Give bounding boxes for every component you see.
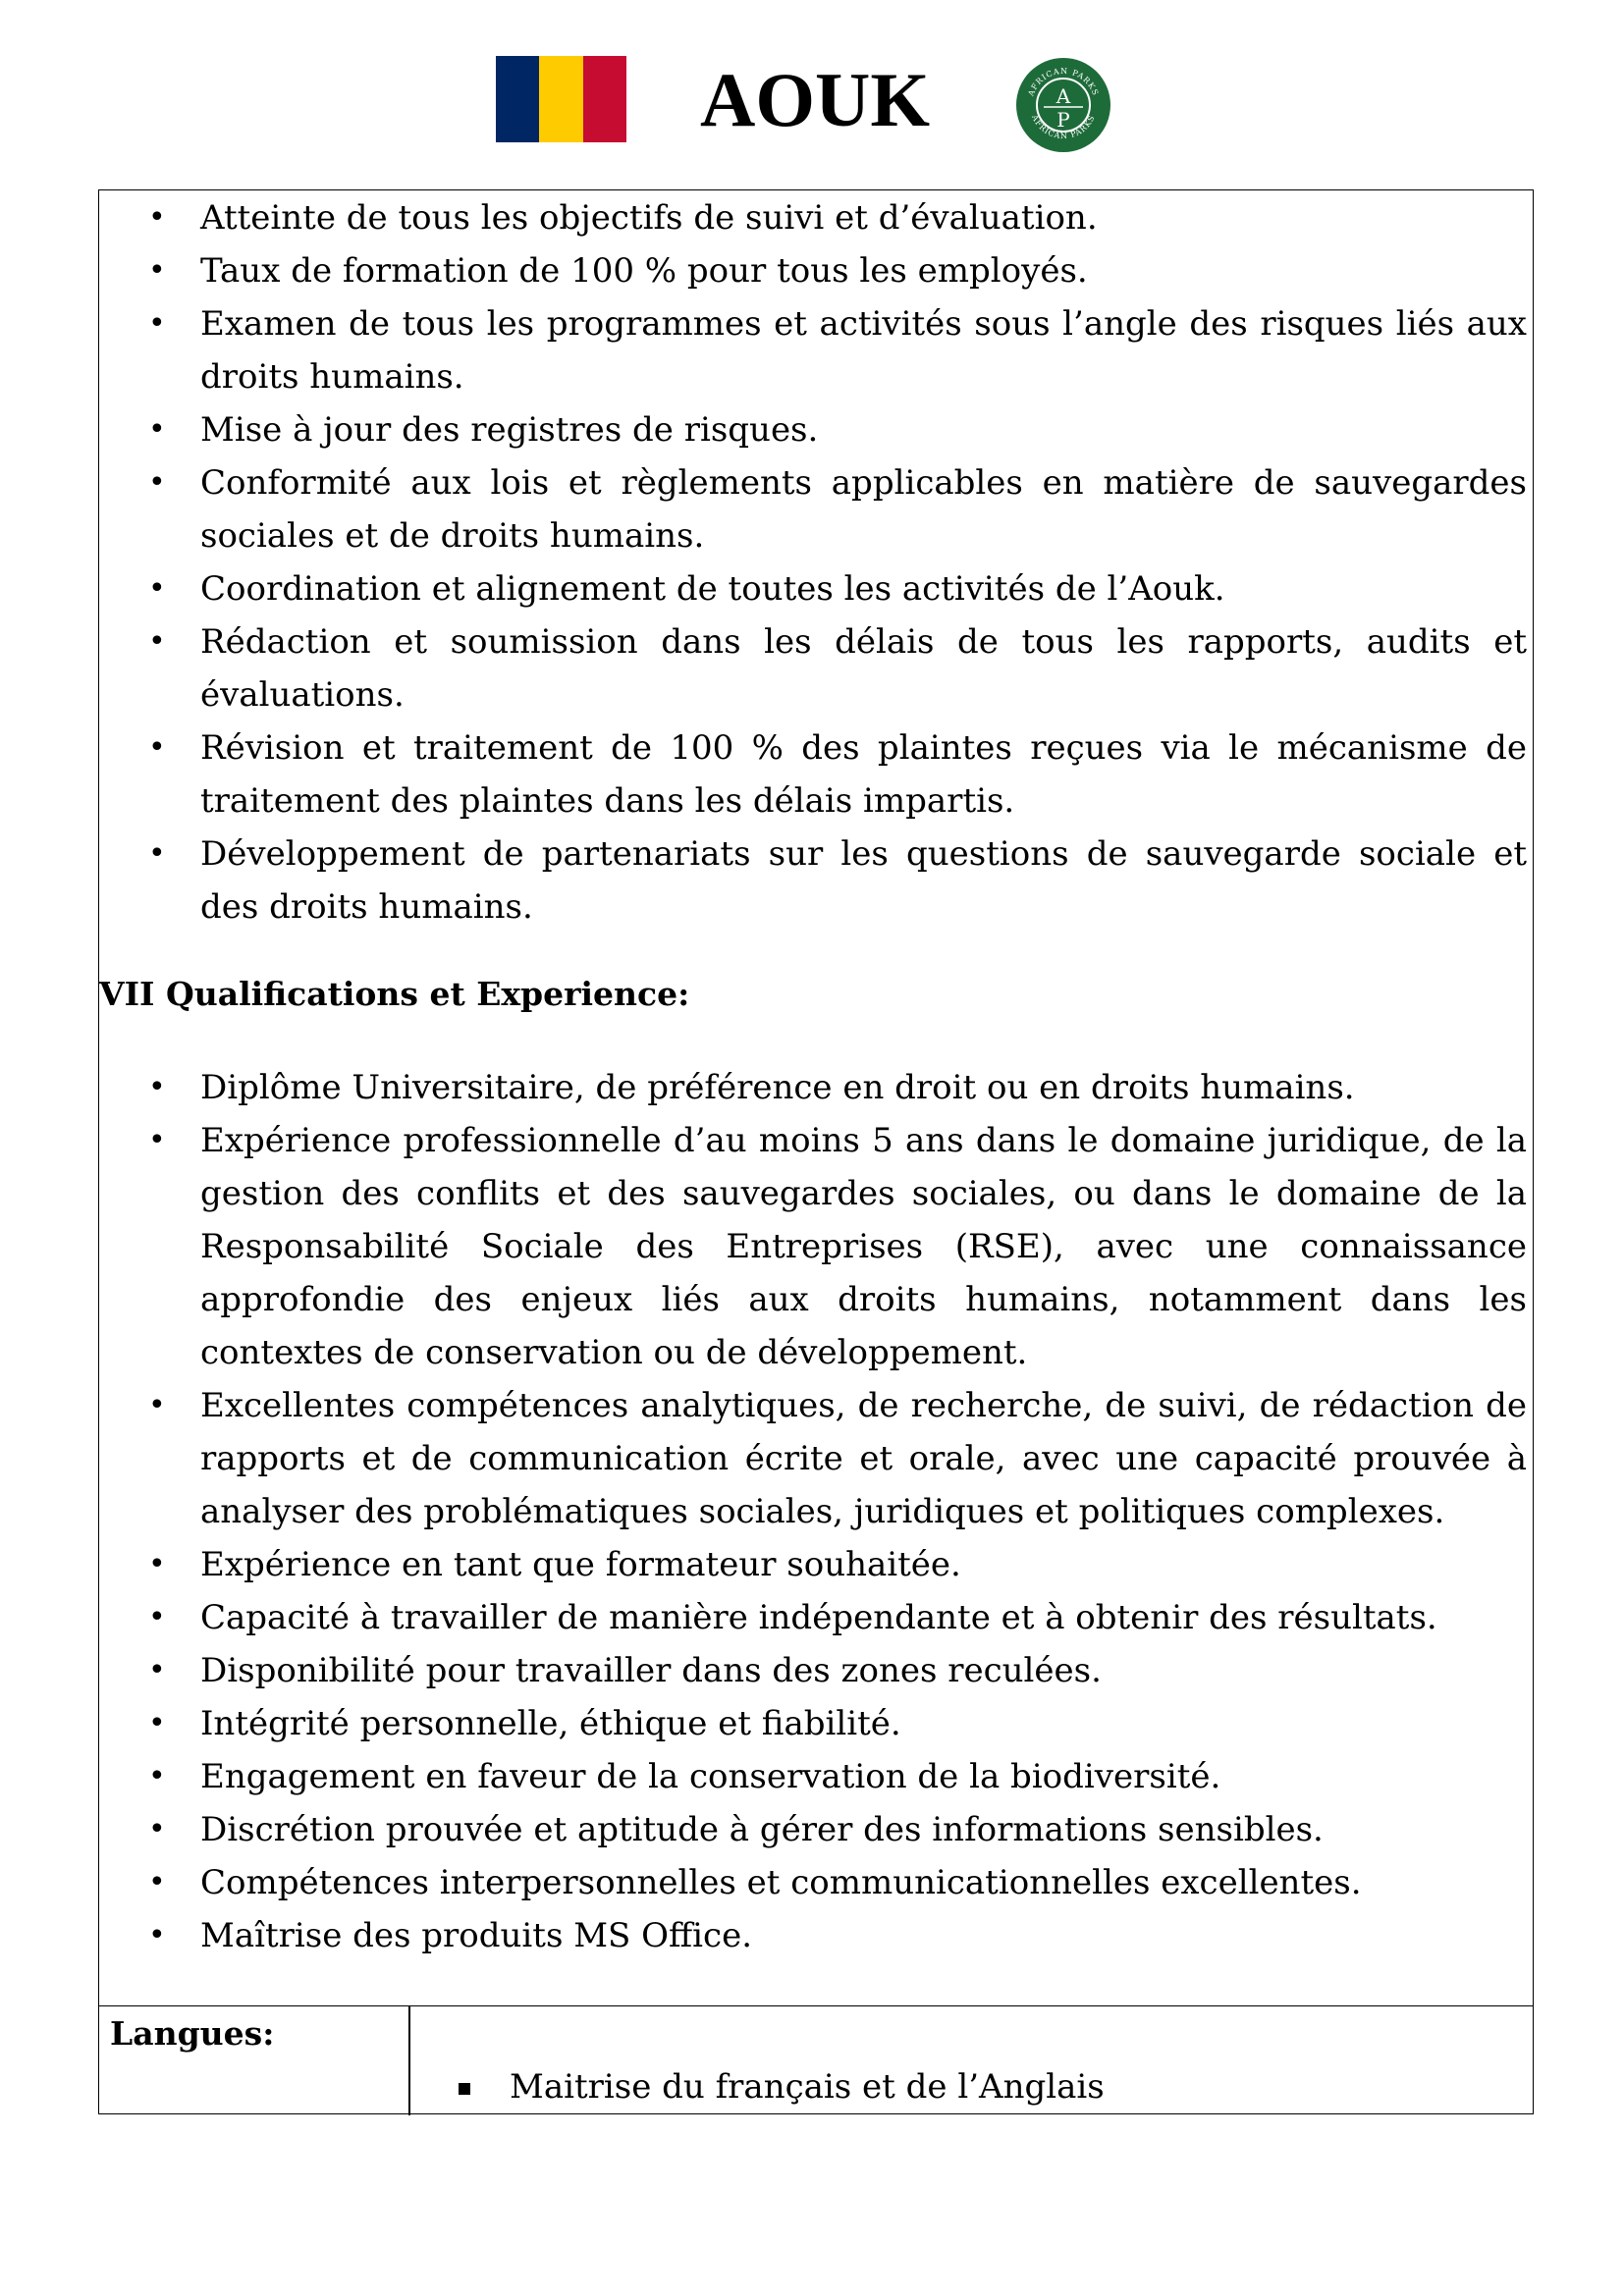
svg-text:AFRICAN PARKS: AFRICAN PARKS	[1030, 113, 1097, 141]
list-item: • Atteinte de tous les objectifs de suivi et d’évaluation.	[99, 191, 1533, 244]
list-item: • Conformité aux lois et règlements applicables en matière de sauvegardes sociales et de droits humains.	[99, 456, 1533, 562]
list-item: • Coordination et alignement de toutes les activités de l’Aouk.	[99, 562, 1533, 615]
flag-stripe-red	[583, 56, 626, 142]
qualifications-section	[99, 1061, 1533, 1962]
document-title: AOUK	[700, 57, 930, 142]
list-item: • Mise à jour des registres de risques.	[99, 403, 1533, 456]
list-item: • Disponibilité pour travailler dans des zones reculées.	[99, 1644, 1533, 1697]
list-item: • Expérience professionnelle d’au moins 5 ans dans le domaine juridique, de la gestion des conflits et des sauvegardes sociales, ou dans le domaine de la Responsabilité Sociale des Entreprises (RSE), avec une connaissance approfondie des enjeux liés aux droits humains, notamment dans les contextes de conservation ou de développement.	[99, 1114, 1533, 1379]
list-item: • Compétences interpersonnelles et communicationnelles excellentes.	[99, 1856, 1533, 1909]
chad-flag-icon	[496, 56, 626, 142]
list-item: • Taux de formation de 100 % pour tous les employés.	[99, 244, 1533, 297]
document-header	[0, 51, 1624, 149]
table-divider	[408, 2006, 410, 2115]
svg-text:A: A	[1056, 84, 1071, 108]
list-item: • Intégrité personnelle, éthique et fiabilité.	[99, 1697, 1533, 1750]
list-item: • Développement de partenariats sur les questions de sauvegarde sociale et des droits humains.	[99, 828, 1533, 934]
svg-text:P: P	[1056, 108, 1070, 132]
list-item: • Diplôme Universitaire, de préférence en droit ou en droits humains.	[99, 1061, 1533, 1114]
list-item: • Expérience en tant que formateur souhaitée.	[99, 1538, 1533, 1591]
list-item: • Excellentes compétences analytiques, de recherche, de suivi, de rédaction de rapports et de communication écrite et orale, avec une capacité prouvée à analyser des problématiques sociales, juridiques et politiques complexes.	[99, 1379, 1533, 1538]
list-item: • Discrétion prouvée et aptitude à gérer des informations sensibles.	[99, 1803, 1533, 1856]
objectives-list	[99, 191, 1533, 934]
content-frame	[98, 189, 1534, 2114]
svg-text:AFRICAN PARKS: AFRICAN PARKS	[1026, 66, 1101, 98]
flag-stripe-yellow	[539, 56, 582, 142]
list-item: • Rédaction et soumission dans les délais de tous les rapports, audits et évaluations.	[99, 615, 1533, 721]
list-item: • Engagement en faveur de la conservation de la biodiversité.	[99, 1750, 1533, 1803]
qualifications-list	[99, 1061, 1533, 1962]
languages-label: Langues:	[110, 2014, 275, 2053]
qualifications-heading: VII Qualifications et Experience:	[99, 975, 690, 1013]
objectives-section	[99, 191, 1533, 934]
african-parks-logo-icon	[1014, 56, 1112, 154]
list-item: • Révision et traitement de 100 % des plaintes reçues via le mécanisme de traitement des plaintes dans les délais impartis.	[99, 721, 1533, 828]
flag-stripe-blue	[496, 56, 539, 142]
language-item: Maitrise du français et de l’Anglais	[459, 2059, 1105, 2114]
list-item: • Capacité à travailler de manière indépendante et à obtenir des résultats.	[99, 1591, 1533, 1644]
list-item: • Examen de tous les programmes et activités sous l’angle des risques liés aux droits humains.	[99, 297, 1533, 403]
list-item: • Maîtrise des produits MS Office.	[99, 1909, 1533, 1962]
languages-row	[98, 2005, 1534, 2114]
